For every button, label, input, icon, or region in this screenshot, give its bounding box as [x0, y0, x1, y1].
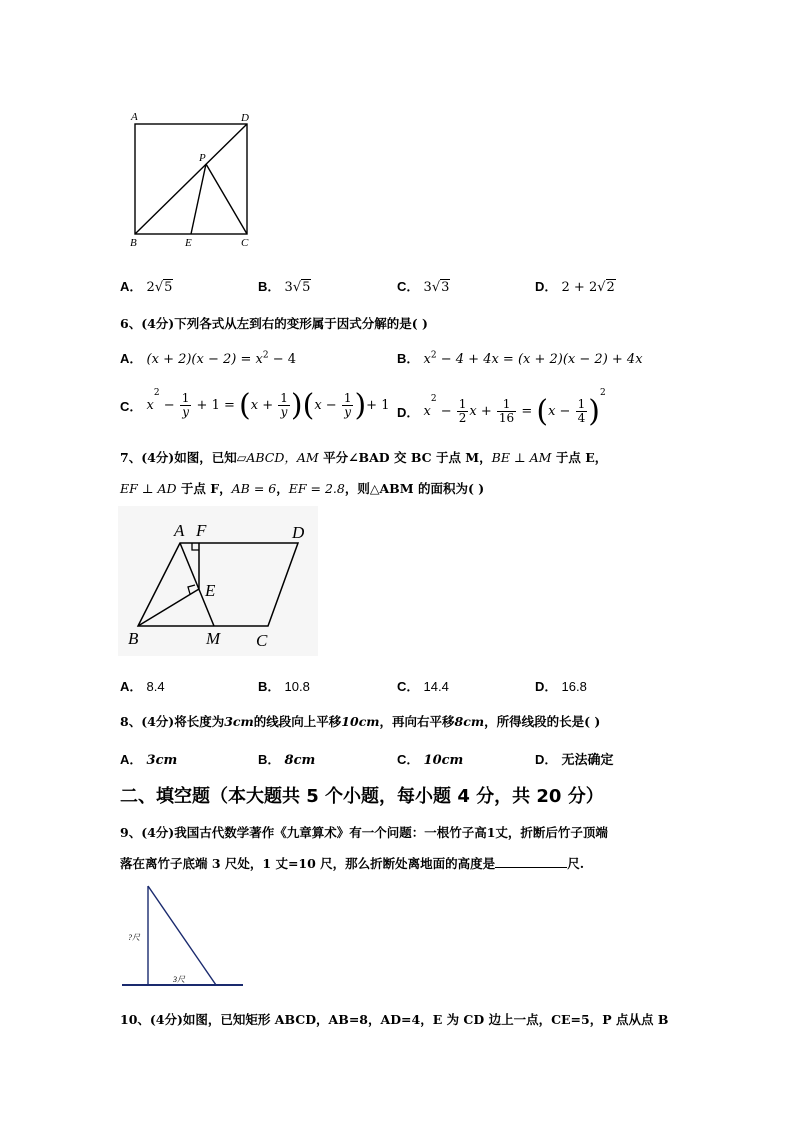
option-radicand: 5 [302, 280, 311, 295]
paren-close: ) [354, 388, 367, 423]
option-sup: 2 [430, 350, 437, 361]
fraction-numerator: 1 [497, 398, 516, 412]
fraction-numerator: 1 [458, 397, 467, 412]
q8-stem [120, 712, 600, 730]
option-label: A． [120, 679, 143, 694]
option-coef: 2 + 2 [561, 280, 598, 295]
paren-close: ) [588, 394, 600, 429]
option-label: B． [397, 351, 420, 366]
option-eq: = [517, 404, 537, 419]
option-label: B． [258, 679, 281, 694]
option-expr-tail: − 4 [268, 352, 296, 367]
paren-open: ( [239, 388, 251, 423]
label-a: A [174, 521, 185, 540]
q8-option-d[interactable] [535, 749, 614, 768]
option-sup: 2 [430, 394, 437, 404]
option-label: C． [397, 752, 420, 767]
option-expr-tail: − 4 + 4x = (x + 2)(x − 2) + 4x [436, 352, 643, 367]
q7-option-b[interactable] [258, 676, 310, 695]
label-e: E [185, 237, 192, 249]
label-d: D [241, 112, 249, 124]
segment-pe [191, 164, 206, 234]
fraction-denominator: y [344, 405, 352, 419]
option-label: B． [258, 752, 281, 767]
q6-option-d[interactable] [397, 388, 606, 429]
q7-option-a[interactable] [120, 676, 165, 695]
q9-figure-triangle [118, 880, 248, 992]
q8-option-b[interactable] [258, 749, 315, 768]
q8-mid-1: 的线段向上平移 [253, 714, 342, 729]
q5-option-a[interactable] [120, 276, 173, 295]
fraction-denominator: 2 [458, 411, 467, 425]
label-e: E [205, 581, 216, 600]
q8-option-c[interactable] [397, 749, 463, 768]
fraction-denominator: y [182, 405, 189, 419]
option-value: 16.8 [561, 679, 587, 694]
q7-be-am: BE ⊥ AM [491, 450, 552, 465]
option-sup: 2 [153, 388, 160, 398]
option-minus: − [436, 404, 456, 419]
fraction [497, 398, 516, 424]
q7-figure-parallelogram [118, 506, 318, 656]
answer-blank[interactable] [495, 855, 567, 868]
paren-open: ( [536, 394, 549, 429]
option-value: 10cm [423, 753, 464, 768]
label-p: P [199, 152, 206, 164]
q7-at-e: 于点 E， [551, 450, 608, 465]
q9-stem-line1: 9、(4分)我国古代数学著作《九章算术》有一个问题：一根竹子高1丈，折断后竹子顶端 [120, 825, 608, 840]
q8-value-1: 3cm [224, 714, 254, 729]
option-label: D． [535, 279, 558, 294]
q5-figure-square [125, 108, 265, 250]
q7-ask: ，则△ABM 的面积为( ) [344, 481, 485, 496]
fraction [576, 398, 588, 424]
label-a: A [131, 111, 138, 123]
option-x: x [423, 404, 431, 419]
option-value: 10.8 [284, 679, 310, 694]
fraction-denominator: 4 [577, 411, 586, 425]
option-coef: 3 [423, 280, 432, 295]
option-label: D． [535, 679, 558, 694]
fraction-numerator: 1 [181, 391, 190, 406]
q10-stem-line1: 10、(4分)如图，已知矩形 ABCD，AB=8，AD=4，E 为 CD 边上一点，CE=5，P 点从点 B [120, 1012, 669, 1027]
broken-top [148, 886, 216, 985]
q6-stem: 6、(4分)下列各式从左到右的变形属于因式分解的是( ) [120, 316, 428, 331]
q8-option-a[interactable] [120, 749, 177, 768]
q7-ef-ad: EF ⊥ AD [120, 481, 177, 496]
q9-text: 落在离竹子底端 3 尺处，1 丈=10 尺，那么折断处离地面的高度是 [120, 856, 496, 871]
q9-stem-line2 [120, 854, 584, 872]
option-coef: 2 [146, 280, 155, 295]
q7-at-f: 于点 F， [176, 481, 232, 496]
option-value: 8.4 [146, 679, 165, 694]
diagonal-bd [135, 124, 247, 234]
q7-option-d[interactable] [535, 676, 587, 695]
label-m: M [206, 629, 221, 648]
label-f: F [196, 521, 207, 540]
option-label: A． [120, 752, 143, 767]
q7-stem-line2 [120, 479, 484, 497]
q8-value-3: 8cm [454, 714, 485, 729]
label-b: B [130, 237, 137, 249]
option-xm: x − [548, 404, 575, 419]
section-heading: 二、填空题（本大题共 5 个小题，每小题 4 分，共 20 分） [120, 786, 604, 807]
segment-pc [206, 164, 247, 234]
q8-ask: ，所得线段的长是( ) [484, 714, 601, 729]
option-value: 无法确定 [561, 753, 614, 768]
q7-comma: ， [276, 481, 289, 496]
q7-option-c[interactable] [397, 676, 449, 695]
option-coef: 3 [284, 280, 293, 295]
option-radicand: 3 [441, 280, 450, 295]
fraction [342, 392, 354, 418]
option-mid: x + [469, 404, 496, 419]
q7-ef: EF = 2.8 [288, 481, 345, 496]
option-minus: − [159, 398, 179, 413]
option-x: x [146, 398, 154, 413]
option-plus: + 1 = [192, 398, 240, 413]
fraction-numerator: 1 [343, 391, 352, 406]
fraction-denominator: y [280, 405, 288, 419]
paren-open: ( [302, 388, 315, 423]
option-label: D． [535, 752, 558, 767]
label-c: C [256, 631, 268, 650]
fraction [457, 398, 469, 424]
option-label: A． [120, 351, 143, 366]
option-expr: (x + 2)(x − 2) = x [146, 352, 263, 367]
option-radicand: 2 [606, 280, 615, 295]
option-label: A． [120, 279, 143, 294]
parallelogram-icon: ▱ [236, 450, 247, 465]
q7-intro: 7、(4分)如图，已知 [120, 450, 237, 465]
q9-unit: 尺. [567, 856, 585, 871]
option-xm: x − [314, 398, 341, 413]
option-label: C． [397, 279, 420, 294]
fraction-numerator: 1 [280, 391, 288, 406]
option-label: C． [120, 399, 143, 414]
label-d: D [292, 523, 305, 542]
q7-abcd: ABCD，AM [246, 450, 319, 465]
option-radicand: 5 [164, 280, 173, 295]
label-b: B [128, 629, 139, 648]
option-expr: x [423, 352, 431, 367]
base-label: 3尺 [173, 975, 185, 984]
q7-ab: AB = 6 [231, 481, 277, 496]
q7-stem-line1 [120, 448, 607, 466]
q6-option-b[interactable] [397, 348, 643, 367]
q8-mid-2: ，再向右平移 [379, 714, 455, 729]
sqrt-icon: √ [597, 280, 606, 295]
q8-intro: 8、(4分)将长度为 [120, 714, 225, 729]
label-c: C [241, 237, 249, 249]
q8-value-2: 10cm [341, 714, 380, 729]
option-value: 8cm [284, 753, 316, 768]
option-label: B． [258, 279, 281, 294]
option-value: 3cm [146, 753, 178, 768]
q5-option-b[interactable] [258, 276, 311, 295]
sqrt-icon: √ [292, 280, 302, 295]
fraction [278, 392, 290, 418]
option-value: 14.4 [423, 679, 449, 694]
option-outer-sup: 2 [599, 388, 606, 398]
q5-option-d[interactable] [535, 276, 616, 295]
q5-option-c[interactable] [397, 276, 450, 295]
option-label: C． [397, 679, 420, 694]
paren-close: ) [290, 388, 303, 423]
fraction-denominator: 16 [498, 411, 515, 425]
option-label: D． [397, 405, 420, 420]
option-xp: x + [250, 398, 278, 413]
sqrt-icon: √ [431, 280, 441, 295]
q6-option-c[interactable] [120, 388, 389, 423]
fraction-numerator: 1 [577, 397, 586, 412]
option-tail: + 1 [366, 398, 390, 413]
q7-bisect: 平分∠BAD 交 BC 于点 M， [318, 450, 492, 465]
option-sup: 2 [262, 350, 269, 361]
q6-option-a[interactable] [120, 348, 296, 367]
sqrt-icon: √ [154, 280, 164, 295]
fraction [180, 392, 192, 418]
height-label: ?尺 [128, 933, 140, 942]
